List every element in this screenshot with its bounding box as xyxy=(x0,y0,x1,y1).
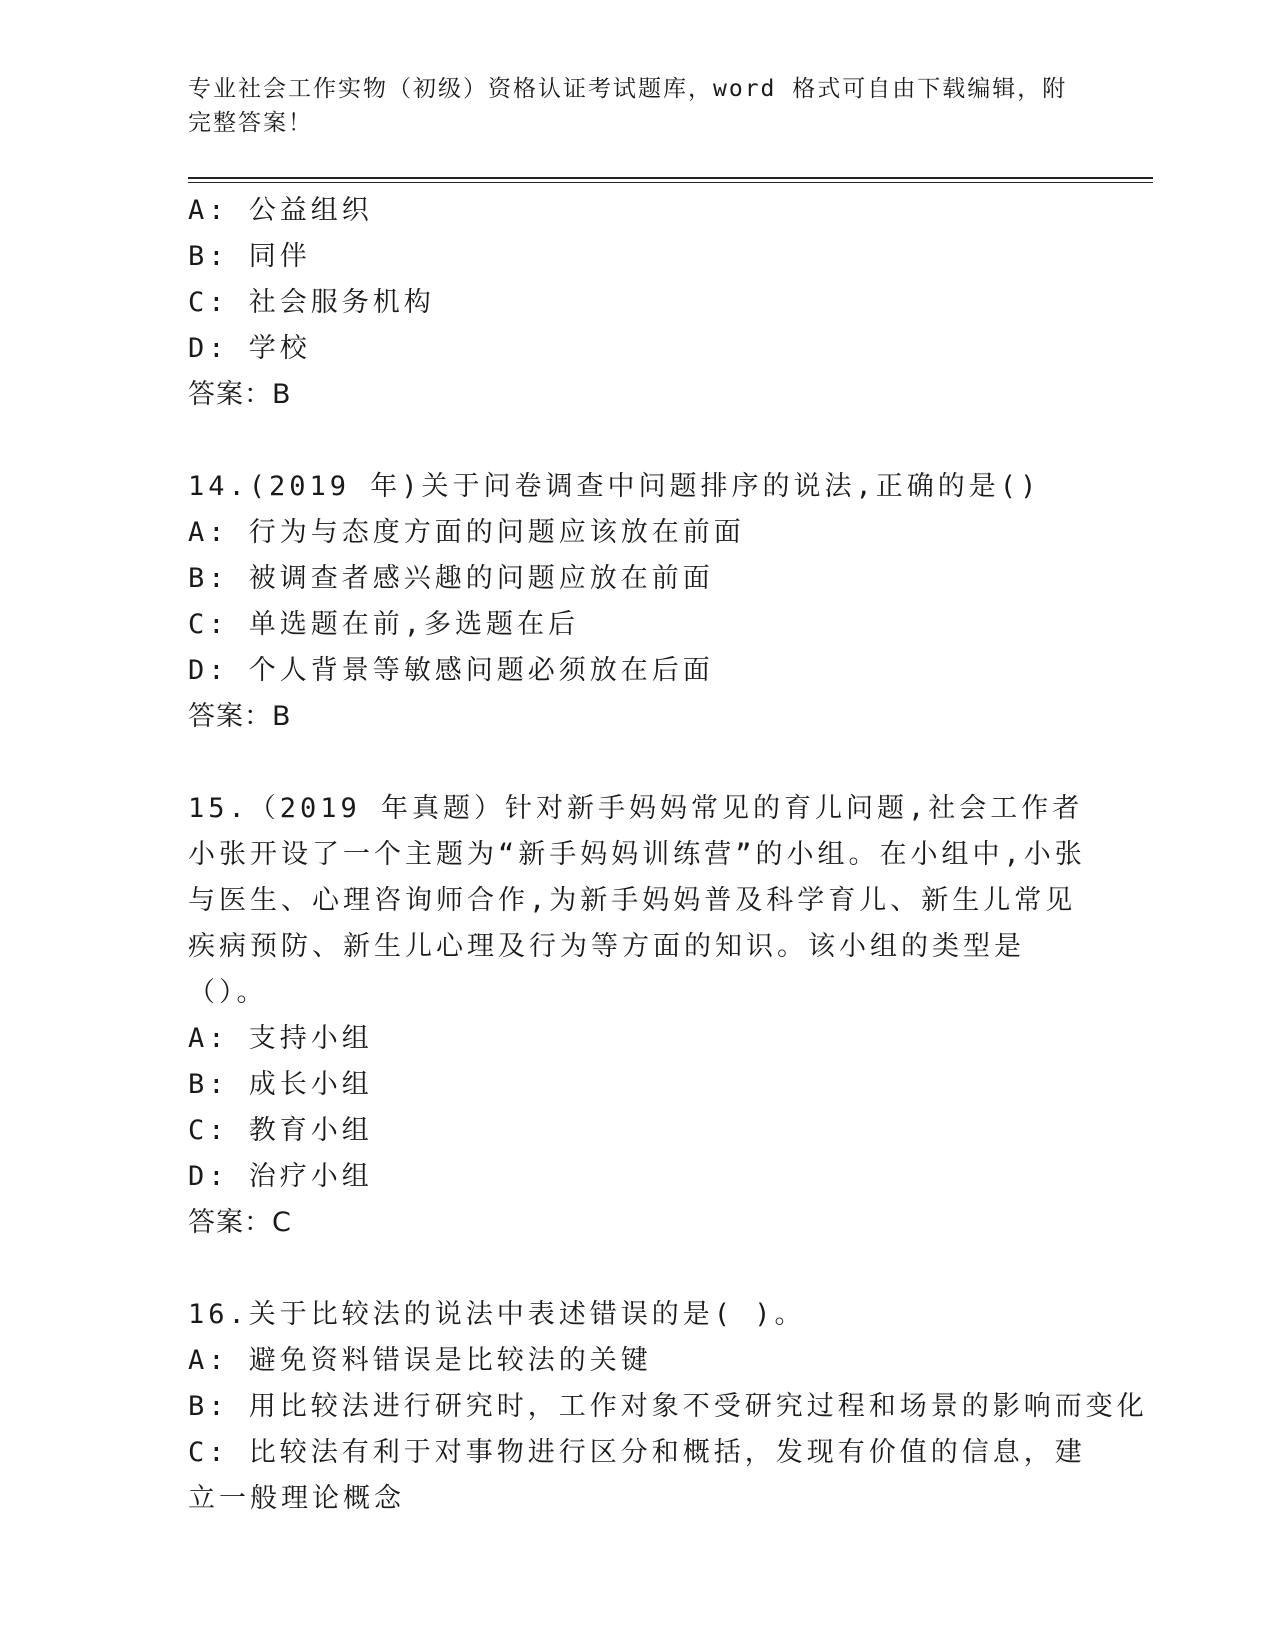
option-c: C: 单选题在前,多选题在后 xyxy=(188,609,580,640)
question-block-13 xyxy=(188,188,1088,418)
question-text: 14.(2019 年)关于问卷调查中问题排序的说法,正确的是() xyxy=(188,471,1041,502)
question-list xyxy=(188,188,1148,1522)
header-rule-thick xyxy=(188,177,1153,179)
question-text: 16.关于比较法的说法中表述错误的是( )。 xyxy=(188,1299,806,1330)
option-a: A: 支持小组 xyxy=(188,1023,373,1054)
question-block-16 xyxy=(188,1292,1148,1522)
header-rule-thin xyxy=(188,182,1153,183)
option-c: C: 比较法有利于对事物进行区分和概括，发现有价值的信息，建立一般理论概念 xyxy=(188,1437,1086,1514)
option-c: C: 教育小组 xyxy=(188,1115,373,1146)
option-d: D: 个人背景等敏感问题必须放在后面 xyxy=(188,655,714,686)
option-d: D: 治疗小组 xyxy=(188,1161,373,1192)
document-header: 专业社会工作实物（初级）资格认证考试题库，word 格式可自由下载编辑，附完整答案！ xyxy=(188,76,1068,136)
option-a: A: 避免资料错误是比较法的关键 xyxy=(188,1345,652,1376)
spacer xyxy=(188,418,1088,464)
option-b: B: 用比较法进行研究时，工作对象不受研究过程和场景的影响而变化 xyxy=(188,1391,1148,1422)
answer-line: 答案：B xyxy=(188,379,292,410)
question-text: 15.（2019 年真题）针对新手妈妈常见的育儿问题,社会工作者小张开设了一个主题为“新手妈妈训练营”的小组。在小组中,小张与医生、心理咨询师合作,为新手妈妈普及科学育儿、新生儿常见疾病预防、新生儿心理及行为等方面的知识。该小组的类型是（）。 xyxy=(188,793,1086,1008)
answer-line: 答案：B xyxy=(188,701,292,732)
option-b: B: 成长小组 xyxy=(188,1069,373,1100)
option-a: A: 行为与态度方面的问题应该放在前面 xyxy=(188,517,745,548)
spacer xyxy=(188,740,1088,786)
option-b: B: 同伴 xyxy=(188,241,311,272)
option-a: A: 公益组织 xyxy=(188,195,373,226)
option-c: C: 社会服务机构 xyxy=(188,287,435,318)
answer-line: 答案：C xyxy=(188,1207,292,1238)
spacer xyxy=(188,1246,1088,1292)
option-d: D: 学校 xyxy=(188,333,311,364)
question-block-14 xyxy=(188,464,1088,740)
option-b: B: 被调查者感兴趣的问题应放在前面 xyxy=(188,563,714,594)
question-block-15 xyxy=(188,786,1088,1246)
